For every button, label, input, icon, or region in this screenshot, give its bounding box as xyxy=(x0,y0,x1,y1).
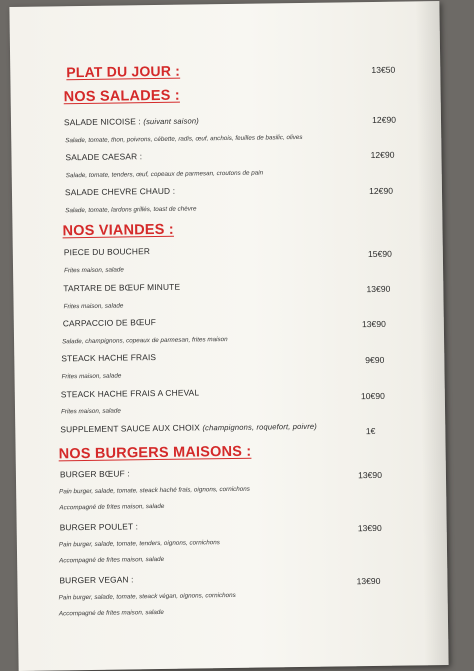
salade-chevre-name: SALADE CHEVRE CHAUD : xyxy=(64,185,176,198)
tartare-desc: Frites maison, salade xyxy=(63,302,124,311)
burger-boeuf-desc: Pain burger, salade, tomate, steack haché frais, oignons, cornichons xyxy=(59,485,250,496)
item-name: SALADE NICOISE : xyxy=(63,116,141,128)
burger-vegan-desc: Pain burger, salade, tomate, steack végan, oignons, cornichons xyxy=(58,591,236,602)
viandes-heading: NOS VIANDES : xyxy=(62,221,174,240)
salade-nicoise-price: 12€90 xyxy=(372,114,397,125)
plat-du-jour-price: 13€50 xyxy=(371,64,396,75)
menu-page xyxy=(9,1,448,671)
steack-cheval-price: 10€90 xyxy=(360,390,385,402)
salade-nicoise-desc: Salade, tomate, thon, poivrons, cébette, radis, œuf, anchois, feuilles de basilic, olives xyxy=(65,133,303,145)
salade-chevre-desc: Salade, tomate, lardons grillés, toast de chèvre xyxy=(65,205,197,215)
salade-caesar-name: SALADE CAESAR : xyxy=(65,151,143,163)
burger-boeuf-price: 13€90 xyxy=(357,469,383,481)
burger-poulet-name: BURGER POULET : xyxy=(59,521,139,533)
burger-vegan-side: Accompagné de frites maison, salade xyxy=(58,608,164,618)
steack-cheval-name: STEACK HACHE FRAIS A CHEVAL xyxy=(60,387,200,400)
piece-boucher-price: 15€90 xyxy=(367,248,392,260)
plat-du-jour-heading: PLAT DU JOUR : xyxy=(66,62,181,81)
steack-frais-price: 9€90 xyxy=(365,354,385,366)
page-shadow-edge xyxy=(415,1,448,665)
piece-boucher-name: PIECE DU BOUCHER xyxy=(63,246,151,258)
salade-caesar-price: 12€90 xyxy=(370,149,395,161)
salade-caesar-desc: Salade, tomate, tenders, œuf, copeaux de parmesan, croutons de pain xyxy=(65,169,264,180)
burger-vegan-price: 13€90 xyxy=(356,575,381,587)
burger-poulet-desc: Pain burger, salade, tomate, tenders, oignons, cornichons xyxy=(58,539,220,549)
tartare-price: 13€90 xyxy=(366,283,391,295)
supplement-sauce-name xyxy=(60,421,317,435)
burger-vegan-name: BURGER VEGAN : xyxy=(59,574,134,586)
salades-heading: NOS SALADES : xyxy=(63,87,180,106)
salade-chevre-price: 12€90 xyxy=(369,185,394,197)
supplement-sauce-price: 1€ xyxy=(365,425,376,437)
item-note: (champignons, roquefort, poivre) xyxy=(202,421,318,433)
item-name: SUPPLEMENT SAUCE AUX CHOIX xyxy=(60,422,200,435)
steack-cheval-desc: Frites maison, salade xyxy=(60,407,121,416)
piece-boucher-desc: Frites maison, salade xyxy=(64,266,124,275)
burgers-heading: NOS BURGERS MAISONS : xyxy=(58,443,252,463)
burger-boeuf-side: Accompagné de frites maison, salade xyxy=(59,502,165,512)
carpaccio-name: CARPACCIO DE BŒUF xyxy=(62,317,157,329)
tartare-name: TARTARE DE BŒUF MINUTE xyxy=(63,281,181,294)
burger-poulet-side: Accompagné de frites maison, salade xyxy=(59,555,165,565)
steack-frais-desc: Frites maison, salade xyxy=(61,372,122,381)
burger-boeuf-name: BURGER BŒUF : xyxy=(59,468,130,480)
burger-poulet-price: 13€90 xyxy=(357,522,382,534)
steack-frais-name: STEACK HACHE FRAIS xyxy=(61,352,157,364)
carpaccio-desc: Salade, champignons, copeaux de parmesan, frites maison xyxy=(62,336,228,346)
item-note: (suivant saison) xyxy=(143,116,200,127)
carpaccio-price: 13€90 xyxy=(361,318,386,330)
salade-nicoise-name xyxy=(64,115,199,127)
